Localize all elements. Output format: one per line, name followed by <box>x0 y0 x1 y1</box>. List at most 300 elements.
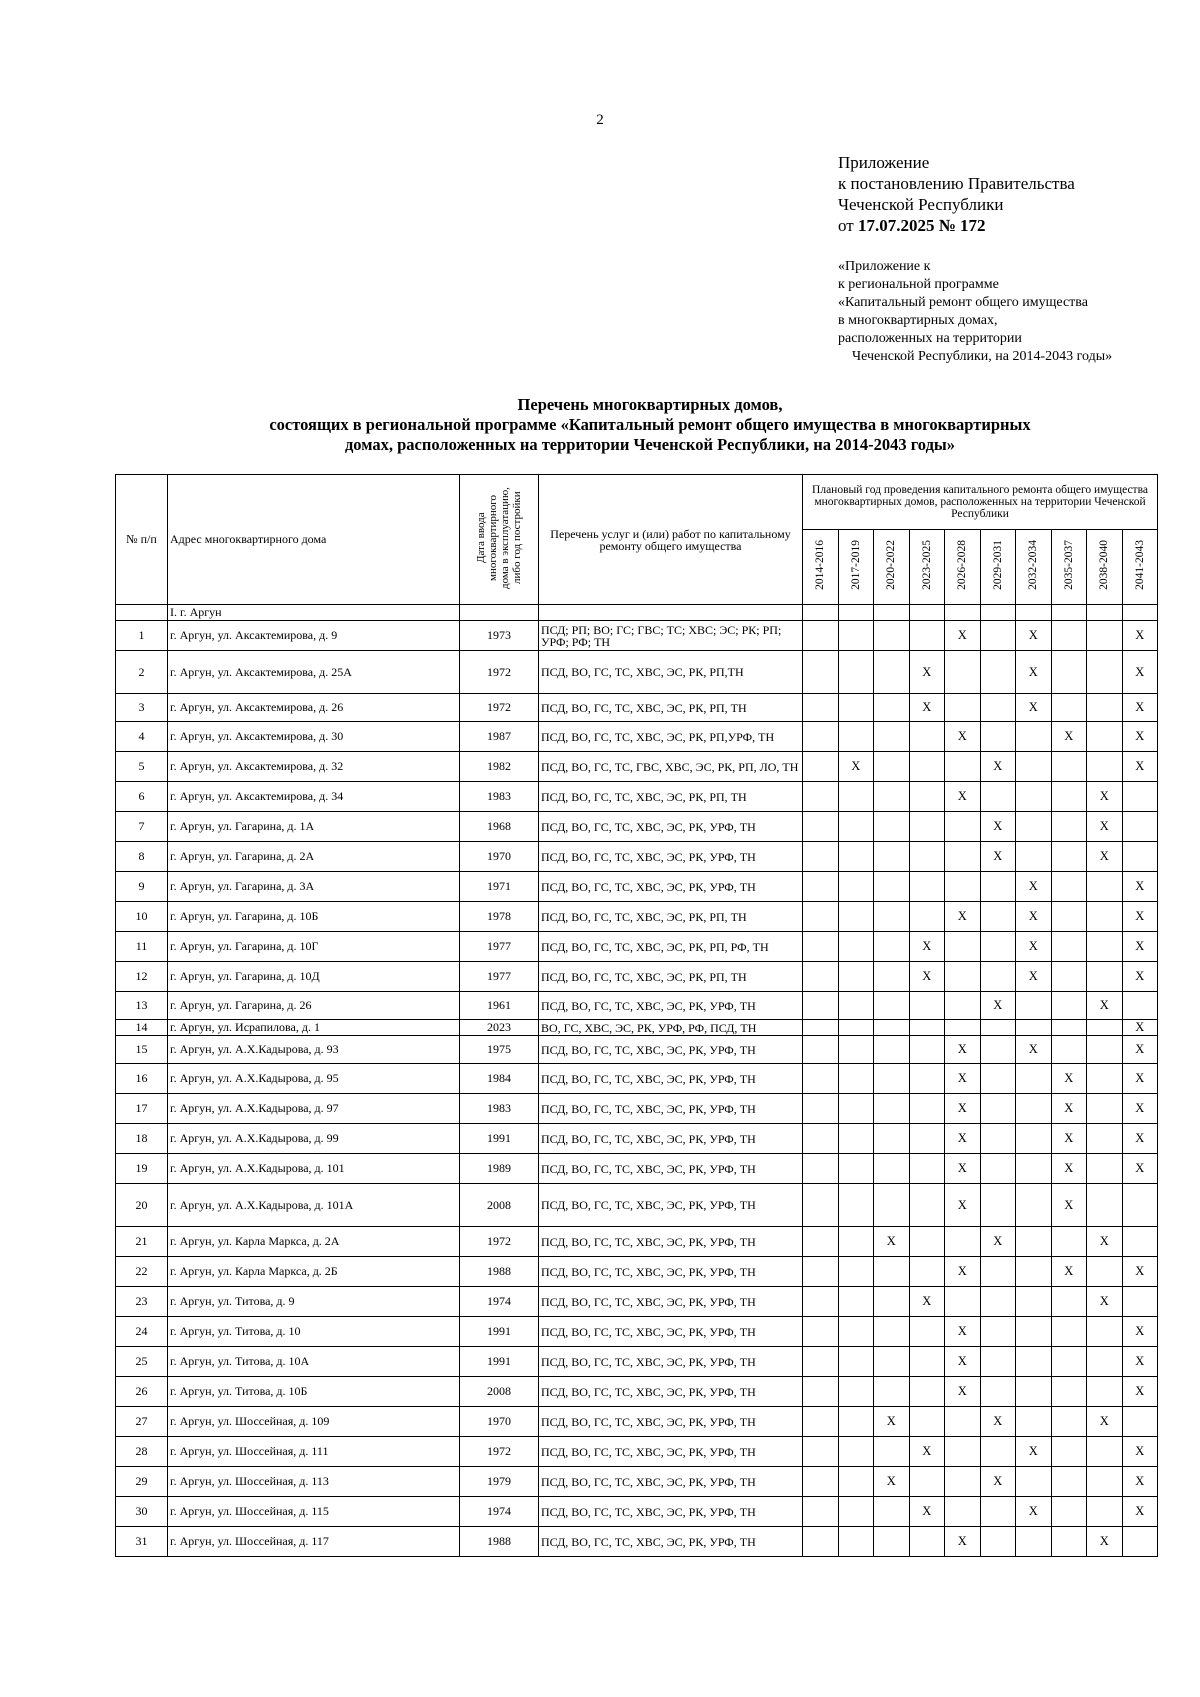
row-number: 11 <box>116 932 168 962</box>
row-works: ПСД, ВО, ГС, ТС, ХВС, ЭС, РК, УРФ, ТН <box>539 1347 803 1377</box>
period-empty-cell <box>838 1437 874 1467</box>
period-mark: Х <box>1051 1064 1087 1094</box>
period-empty-cell <box>838 872 874 902</box>
period-mark: Х <box>1122 1377 1158 1407</box>
row-year: 1977 <box>460 932 539 962</box>
row-year: 1991 <box>460 1317 539 1347</box>
table-row <box>116 1437 1158 1467</box>
row-address: г. Аргун, ул. А.Х.Кадырова, д. 101 <box>168 1154 460 1184</box>
row-works: ПСД, ВО, ГС, ТС, ХВС, ЭС, РК, РП, ТН <box>539 902 803 932</box>
period-mark: Х <box>909 1497 945 1527</box>
period-empty-cell <box>1087 1036 1123 1064</box>
period-mark: Х <box>945 1347 981 1377</box>
period-header-cell <box>1051 530 1087 605</box>
appendix-program-block <box>838 258 1112 366</box>
period-header-cell <box>980 530 1016 605</box>
period-empty-cell <box>1087 1094 1123 1124</box>
appendix-program-line: расположенных на территории <box>838 331 1022 346</box>
period-empty-cell <box>1122 992 1158 1020</box>
row-year: 1972 <box>460 651 539 694</box>
period-empty-cell <box>945 651 981 694</box>
period-empty-cell <box>1051 1437 1087 1467</box>
header-date-cell <box>460 475 539 605</box>
row-year: 2008 <box>460 1377 539 1407</box>
period-empty-cell <box>1051 902 1087 932</box>
period-empty-cell <box>874 1020 910 1036</box>
period-empty-cell <box>803 1020 839 1036</box>
period-mark: Х <box>1122 621 1158 651</box>
row-number: 12 <box>116 962 168 992</box>
row-address: г. Аргун, ул. Титова, д. 10 <box>168 1317 460 1347</box>
period-empty-cell <box>1016 782 1052 812</box>
period-empty-cell <box>803 812 839 842</box>
period-mark: Х <box>980 992 1016 1020</box>
period-header: 2023-2025 <box>920 540 933 590</box>
period-empty-cell <box>909 1347 945 1377</box>
period-empty-cell <box>1016 1287 1052 1317</box>
row-year: 1987 <box>460 722 539 752</box>
period-empty-cell <box>803 1257 839 1287</box>
period-empty-cell <box>803 1287 839 1317</box>
period-empty-cell <box>838 1064 874 1094</box>
period-mark: Х <box>1122 1036 1158 1064</box>
period-empty-cell <box>838 1094 874 1124</box>
period-empty-cell <box>803 1184 839 1227</box>
period-empty-cell <box>1122 1527 1158 1557</box>
period-empty-cell <box>1087 1184 1123 1227</box>
period-empty-cell <box>838 1407 874 1437</box>
row-number: 18 <box>116 1124 168 1154</box>
row-address: г. Аргун, ул. Аксактемирова, д. 26 <box>168 694 460 722</box>
period-empty-cell <box>980 621 1016 651</box>
row-year: 1974 <box>460 1497 539 1527</box>
row-number: 23 <box>116 1287 168 1317</box>
period-mark: Х <box>874 1407 910 1437</box>
period-empty-cell <box>874 1124 910 1154</box>
header-plan: Плановый год проведения капитального ремонта общего имущества многоквартирных домов, расположенных на территории Чеченской Республики <box>803 475 1158 530</box>
period-empty-cell <box>874 1527 910 1557</box>
period-mark: Х <box>945 782 981 812</box>
row-number: 14 <box>116 1020 168 1036</box>
row-address: г. Аргун, ул. Гагарина, д. 2А <box>168 842 460 872</box>
period-empty-cell <box>838 1020 874 1036</box>
period-empty-cell <box>1087 1497 1123 1527</box>
period-mark: Х <box>1122 752 1158 782</box>
row-number: 31 <box>116 1527 168 1557</box>
table-row <box>116 621 1158 651</box>
period-empty-cell <box>945 1287 981 1317</box>
row-number: 6 <box>116 782 168 812</box>
period-empty-cell <box>1122 842 1158 872</box>
appendix-block <box>838 152 1075 236</box>
row-works: ПСД, ВО, ГС, ТС, ХВС, ЭС, РК, УРФ, ТН <box>539 1377 803 1407</box>
appendix-program-line: в многоквартирных домах, <box>838 313 998 328</box>
period-mark: Х <box>1016 932 1052 962</box>
period-mark: Х <box>945 1124 981 1154</box>
period-empty-cell <box>874 1437 910 1467</box>
period-empty-cell <box>1087 962 1123 992</box>
period-empty-cell <box>1051 752 1087 782</box>
period-mark: Х <box>1087 1227 1123 1257</box>
period-empty-cell <box>945 812 981 842</box>
period-empty-cell <box>803 1227 839 1257</box>
period-empty-cell <box>1051 932 1087 962</box>
period-mark: Х <box>1122 1154 1158 1184</box>
row-year: 1971 <box>460 872 539 902</box>
period-empty-cell <box>909 1064 945 1094</box>
period-empty-cell <box>838 694 874 722</box>
row-number: 5 <box>116 752 168 782</box>
period-empty-cell <box>803 1467 839 1497</box>
row-works: ПСД, ВО, ГС, ТС, ХВС, ЭС, РК, УРФ, ТН <box>539 1036 803 1064</box>
period-empty-cell <box>803 902 839 932</box>
period-mark: Х <box>1051 1124 1087 1154</box>
period-mark: Х <box>874 1227 910 1257</box>
section-empty-cell <box>1122 605 1158 621</box>
period-empty-cell <box>803 872 839 902</box>
period-empty-cell <box>1016 812 1052 842</box>
period-empty-cell <box>1051 1020 1087 1036</box>
period-empty-cell <box>945 932 981 962</box>
table-row <box>116 1094 1158 1124</box>
period-mark: Х <box>1122 694 1158 722</box>
row-address: г. Аргун, ул. Аксактемирова, д. 32 <box>168 752 460 782</box>
section-row <box>116 605 1158 621</box>
row-works: ПСД, ВО, ГС, ТС, ХВС, ЭС, РК, УРФ, ТН <box>539 1064 803 1094</box>
row-year: 1974 <box>460 1287 539 1317</box>
row-works: ПСД, ВО, ГС, ТС, ХВС, ЭС, РК, РП,ТН <box>539 651 803 694</box>
title-line: состоящих в региональной программе «Капитальный ремонт общего имущества в многоквартирных <box>269 415 1031 434</box>
period-empty-cell <box>874 932 910 962</box>
period-empty-cell <box>980 1527 1016 1557</box>
row-address: г. Аргун, ул. Карла Маркса, д. 2Б <box>168 1257 460 1287</box>
period-empty-cell <box>909 992 945 1020</box>
table-row <box>116 1036 1158 1064</box>
row-works: ПСД, ВО, ГС, ТС, ХВС, ЭС, РК, УРФ, ТН <box>539 1257 803 1287</box>
period-empty-cell <box>1051 992 1087 1020</box>
appendix-line: к постановлению Правительства <box>838 174 1075 193</box>
period-empty-cell <box>909 812 945 842</box>
table-row <box>116 932 1158 962</box>
row-year: 1973 <box>460 621 539 651</box>
period-mark: Х <box>1087 1407 1123 1437</box>
period-mark: Х <box>1051 722 1087 752</box>
period-mark: Х <box>1122 1467 1158 1497</box>
table-row <box>116 1154 1158 1184</box>
period-mark: Х <box>980 752 1016 782</box>
row-works: ВО, ГС, ХВС, ЭС, РК, УРФ, РФ, ПСД, ТН <box>539 1020 803 1036</box>
period-empty-cell <box>945 1437 981 1467</box>
period-header: 2017-2019 <box>849 540 862 590</box>
period-empty-cell <box>803 1437 839 1467</box>
row-number: 4 <box>116 722 168 752</box>
period-empty-cell <box>1087 1064 1123 1094</box>
row-number: 3 <box>116 694 168 722</box>
table-row <box>116 1407 1158 1437</box>
row-works: ПСД, ВО, ГС, ТС, ХВС, ЭС, РК, РП,УРФ, ТН <box>539 722 803 752</box>
period-empty-cell <box>980 782 1016 812</box>
period-empty-cell <box>1122 782 1158 812</box>
period-empty-cell <box>803 1036 839 1064</box>
row-year: 1972 <box>460 1227 539 1257</box>
period-empty-cell <box>803 1377 839 1407</box>
period-empty-cell <box>909 1257 945 1287</box>
period-mark: Х <box>1122 902 1158 932</box>
period-empty-cell <box>909 782 945 812</box>
period-empty-cell <box>980 1317 1016 1347</box>
period-mark: Х <box>874 1467 910 1497</box>
row-works: ПСД, ВО, ГС, ТС, ХВС, ЭС, РК, УРФ, ТН <box>539 1527 803 1557</box>
table-row <box>116 1184 1158 1227</box>
period-empty-cell <box>1087 932 1123 962</box>
period-empty-cell <box>838 1036 874 1064</box>
period-header-cell <box>909 530 945 605</box>
appendix-program-line: Чеченской Республики, на 2014-2043 годы» <box>852 349 1113 364</box>
row-year: 1991 <box>460 1347 539 1377</box>
period-empty-cell <box>874 1064 910 1094</box>
period-empty-cell <box>874 872 910 902</box>
period-empty-cell <box>803 992 839 1020</box>
period-empty-cell <box>980 1020 1016 1036</box>
row-number: 15 <box>116 1036 168 1064</box>
period-empty-cell <box>874 1347 910 1377</box>
period-empty-cell <box>803 621 839 651</box>
period-empty-cell <box>1051 1377 1087 1407</box>
period-empty-cell <box>980 651 1016 694</box>
period-empty-cell <box>1016 1257 1052 1287</box>
period-mark: Х <box>1122 872 1158 902</box>
period-empty-cell <box>874 1497 910 1527</box>
row-address: г. Аргун, ул. Шоссейная, д. 113 <box>168 1467 460 1497</box>
period-empty-cell <box>980 722 1016 752</box>
period-mark: Х <box>1122 1020 1158 1036</box>
row-year: 1988 <box>460 1527 539 1557</box>
period-empty-cell <box>980 1184 1016 1227</box>
period-empty-cell <box>803 1407 839 1437</box>
period-empty-cell <box>1087 1467 1123 1497</box>
period-empty-cell <box>838 1184 874 1227</box>
period-mark: Х <box>1087 812 1123 842</box>
period-empty-cell <box>803 651 839 694</box>
period-mark: Х <box>1122 1124 1158 1154</box>
row-year: 1983 <box>460 782 539 812</box>
period-mark: Х <box>945 1257 981 1287</box>
period-empty-cell <box>909 1184 945 1227</box>
period-empty-cell <box>838 1287 874 1317</box>
period-empty-cell <box>909 1227 945 1257</box>
period-empty-cell <box>1016 1094 1052 1124</box>
period-header: 2014-2016 <box>814 540 827 590</box>
row-number: 2 <box>116 651 168 694</box>
period-mark: Х <box>1087 782 1123 812</box>
row-works: ПСД, ВО, ГС, ТС, ХВС, ЭС, РК, УРФ, ТН <box>539 1184 803 1227</box>
period-empty-cell <box>1051 842 1087 872</box>
period-mark: Х <box>945 1184 981 1227</box>
period-mark: Х <box>1051 1154 1087 1184</box>
row-works: ПСД, ВО, ГС, ТС, ХВС, ЭС, РК, УРФ, ТН <box>539 1124 803 1154</box>
table-row <box>116 651 1158 694</box>
row-address: г. Аргун, ул. А.Х.Кадырова, д. 97 <box>168 1094 460 1124</box>
period-mark: Х <box>1087 1527 1123 1557</box>
period-header: 2026-2028 <box>956 540 969 590</box>
row-year: 1970 <box>460 1407 539 1437</box>
row-year: 1989 <box>460 1154 539 1184</box>
row-number: 22 <box>116 1257 168 1287</box>
period-empty-cell <box>1016 1124 1052 1154</box>
period-empty-cell <box>838 1124 874 1154</box>
row-number: 29 <box>116 1467 168 1497</box>
period-mark: Х <box>1122 1347 1158 1377</box>
period-empty-cell <box>874 1154 910 1184</box>
period-empty-cell <box>1016 1347 1052 1377</box>
row-works: ПСД; РП; ВО; ГС; ГВС; ТС; ХВС; ЭС; РК; РП; УРФ; РФ; ТН <box>539 621 803 651</box>
section-empty-cell <box>539 605 803 621</box>
period-empty-cell <box>909 902 945 932</box>
row-year: 1988 <box>460 1257 539 1287</box>
period-empty-cell <box>803 1124 839 1154</box>
period-empty-cell <box>874 621 910 651</box>
period-empty-cell <box>1087 1124 1123 1154</box>
period-empty-cell <box>1087 902 1123 932</box>
period-empty-cell <box>945 694 981 722</box>
period-mark: Х <box>980 812 1016 842</box>
period-mark: Х <box>1087 842 1123 872</box>
period-empty-cell <box>945 1227 981 1257</box>
period-empty-cell <box>945 1497 981 1527</box>
row-address: г. Аргун, ул. Аксактемирова, д. 34 <box>168 782 460 812</box>
row-works: ПСД, ВО, ГС, ТС, ХВС, ЭС, РК, РП, РФ, ТН <box>539 932 803 962</box>
period-mark: Х <box>1122 1094 1158 1124</box>
period-empty-cell <box>909 1407 945 1437</box>
period-empty-cell <box>980 902 1016 932</box>
period-empty-cell <box>838 1497 874 1527</box>
period-empty-cell <box>838 842 874 872</box>
row-address: г. Аргун, ул. Титова, д. 10Б <box>168 1377 460 1407</box>
period-empty-cell <box>838 651 874 694</box>
period-empty-cell <box>874 651 910 694</box>
table-row <box>116 1227 1158 1257</box>
period-empty-cell <box>1087 1020 1123 1036</box>
table-row <box>116 872 1158 902</box>
period-empty-cell <box>1051 782 1087 812</box>
period-empty-cell <box>1087 722 1123 752</box>
title-line: Перечень многоквартирных домов, <box>517 395 783 414</box>
period-empty-cell <box>980 1287 1016 1317</box>
row-year: 2008 <box>460 1184 539 1227</box>
period-empty-cell <box>1051 1036 1087 1064</box>
period-empty-cell <box>874 902 910 932</box>
period-mark: Х <box>945 1036 981 1064</box>
appendix-line: Приложение <box>838 153 930 172</box>
row-number: 19 <box>116 1154 168 1184</box>
period-empty-cell <box>1051 694 1087 722</box>
row-works: ПСД, ВО, ГС, ТС, ХВС, ЭС, РК, УРФ, ТН <box>539 1467 803 1497</box>
period-empty-cell <box>945 962 981 992</box>
period-empty-cell <box>874 962 910 992</box>
period-empty-cell <box>838 1317 874 1347</box>
row-address: г. Аргун, ул. Гагарина, д. 10Д <box>168 962 460 992</box>
period-empty-cell <box>1087 1257 1123 1287</box>
row-address: г. Аргун, ул. А.Х.Кадырова, д. 99 <box>168 1124 460 1154</box>
period-empty-cell <box>945 1467 981 1497</box>
period-empty-cell <box>838 992 874 1020</box>
period-empty-cell <box>980 694 1016 722</box>
period-header-cell <box>945 530 981 605</box>
row-works: ПСД, ВО, ГС, ТС, ХВС, ЭС, РК, УРФ, ТН <box>539 1497 803 1527</box>
row-address: г. Аргун, ул. Аксактемирова, д. 30 <box>168 722 460 752</box>
table-row <box>116 1317 1158 1347</box>
row-address: г. Аргун, ул. Гагарина, д. 3А <box>168 872 460 902</box>
header-date: Дата ввода многоквартирного дома в эксплуатацию, либо год постройки <box>475 486 523 589</box>
row-address: г. Аргун, ул. А.Х.Кадырова, д. 95 <box>168 1064 460 1094</box>
period-empty-cell <box>874 1094 910 1124</box>
period-empty-cell <box>874 1317 910 1347</box>
period-empty-cell <box>980 932 1016 962</box>
period-empty-cell <box>838 1347 874 1377</box>
row-year: 1975 <box>460 1036 539 1064</box>
period-empty-cell <box>874 722 910 752</box>
row-number: 17 <box>116 1094 168 1124</box>
table-body <box>116 605 1158 1557</box>
period-empty-cell <box>1087 621 1123 651</box>
table-row <box>116 902 1158 932</box>
row-year: 1978 <box>460 902 539 932</box>
period-empty-cell <box>1016 722 1052 752</box>
row-address: г. Аргун, ул. А.Х.Кадырова, д. 101А <box>168 1184 460 1227</box>
period-empty-cell <box>1087 1347 1123 1377</box>
period-mark: Х <box>1016 694 1052 722</box>
period-empty-cell <box>909 1467 945 1497</box>
row-address: г. Аргун, ул. Гагарина, д. 10Г <box>168 932 460 962</box>
period-mark: Х <box>945 722 981 752</box>
row-address: г. Аргун, ул. Титова, д. 10А <box>168 1347 460 1377</box>
row-works: ПСД, ВО, ГС, ТС, ХВС, ЭС, РК, УРФ, ТН <box>539 992 803 1020</box>
period-mark: Х <box>1122 1437 1158 1467</box>
period-empty-cell <box>1087 1154 1123 1184</box>
period-empty-cell <box>980 1154 1016 1184</box>
row-year: 1983 <box>460 1094 539 1124</box>
period-empty-cell <box>1016 1154 1052 1184</box>
period-empty-cell <box>1122 1287 1158 1317</box>
row-works: ПСД, ВО, ГС, ТС, ХВС, ЭС, РК, УРФ, ТН <box>539 842 803 872</box>
period-empty-cell <box>1051 651 1087 694</box>
row-number: 24 <box>116 1317 168 1347</box>
row-number: 30 <box>116 1497 168 1527</box>
period-empty-cell <box>1122 812 1158 842</box>
period-empty-cell <box>945 752 981 782</box>
period-empty-cell <box>1051 1287 1087 1317</box>
period-empty-cell <box>980 1437 1016 1467</box>
period-empty-cell <box>909 1036 945 1064</box>
period-empty-cell <box>945 1407 981 1437</box>
row-works: ПСД, ВО, ГС, ТС, ХВС, ЭС, РК, УРФ, ТН <box>539 1287 803 1317</box>
row-number: 10 <box>116 902 168 932</box>
period-empty-cell <box>874 1287 910 1317</box>
period-empty-cell <box>838 1227 874 1257</box>
period-empty-cell <box>838 1257 874 1287</box>
header-works: Перечень услуг и (или) работ по капитальному ремонту общего имущества <box>539 475 803 605</box>
row-number: 7 <box>116 812 168 842</box>
period-empty-cell <box>838 1527 874 1557</box>
period-empty-cell <box>945 1020 981 1036</box>
period-mark: Х <box>909 962 945 992</box>
period-empty-cell <box>980 1064 1016 1094</box>
row-year: 1982 <box>460 752 539 782</box>
period-empty-cell <box>803 932 839 962</box>
section-empty-cell <box>1016 605 1052 621</box>
period-empty-cell <box>1087 1317 1123 1347</box>
period-empty-cell <box>1087 651 1123 694</box>
